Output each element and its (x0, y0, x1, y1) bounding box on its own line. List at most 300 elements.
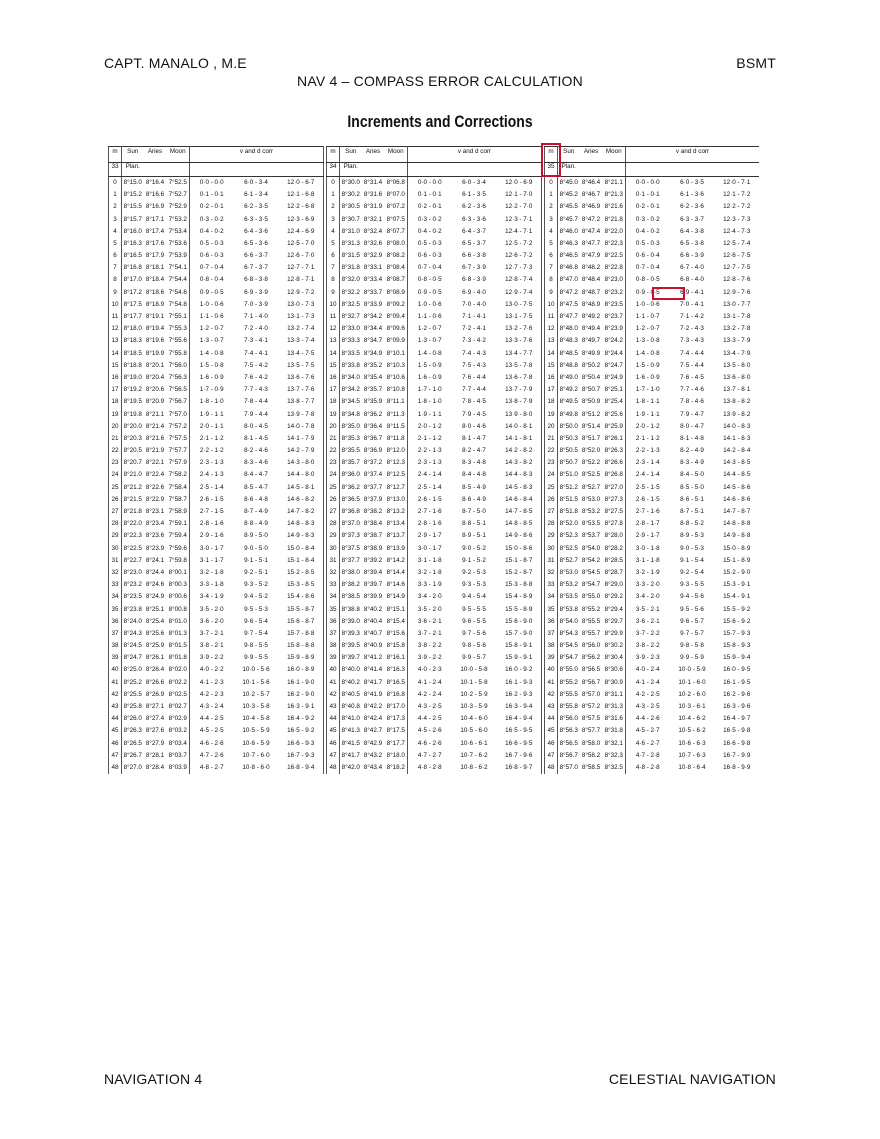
table-cell: 8°18.1 (145, 264, 165, 272)
table-cell: 7·6 - 4·4 (462, 373, 486, 381)
table-cell: 8°26.8 (604, 471, 623, 479)
col-header-blank (167, 163, 190, 177)
table-cell: 8°37.3 (341, 532, 360, 540)
table-cell: 10·1 - 5·8 (460, 678, 488, 686)
table-cell: 13 (327, 335, 340, 347)
table-cell: 16·3 - 9·4 (505, 703, 533, 710)
table-cell: 8°17.2 (123, 288, 142, 296)
table-cell: 8°00.1 (168, 568, 187, 576)
table-cell: 8°47.4 (581, 227, 601, 235)
table-cell: 40 (545, 665, 558, 677)
table-cell: 40 (327, 665, 340, 677)
table-cell: 13 (545, 335, 558, 347)
table-cell: 14·5 - 8·3 (505, 483, 533, 491)
table-cell: 8°50.3 (559, 434, 578, 442)
table-row (109, 457, 324, 469)
table-cell: 8·7 - 5·1 (680, 508, 704, 515)
table-cell: 8°21.3 (604, 191, 623, 199)
table-cell: 7·5 - 4·2 (244, 361, 268, 369)
table-cell: 0·8 - 0·4 (190, 275, 234, 287)
table-cell: 0·9 - 0·5 (626, 287, 670, 299)
table-cell: 13·4 - 7·5 (287, 349, 315, 357)
table-cell: 7°57.0 (168, 410, 187, 418)
table-cell: 8·3 - 4·6 (244, 459, 268, 467)
table-cell: 8·5 - 4·9 (462, 483, 486, 491)
table-cell: 6·5 - 3·8 (680, 239, 704, 247)
table-cell: 8°21.2 (123, 483, 142, 491)
table-cell: 8°20.4 (145, 373, 165, 381)
table-row (109, 482, 324, 494)
table-row (327, 335, 542, 347)
table-cell: 8°22.9 (145, 495, 165, 503)
table-cell: 3·6 - 2·1 (626, 616, 670, 628)
table-cell: 8°38.0 (341, 568, 360, 576)
table-cell: 6·2 - 3·6 (462, 203, 486, 211)
table-cell: 6·8 - 3·9 (462, 276, 486, 284)
table-cell: 10·7 - 6·0 (242, 751, 270, 759)
table-row (545, 713, 760, 725)
table-cell: 8·8 - 5·2 (680, 520, 704, 528)
table-cell: 8°42.4 (363, 715, 383, 723)
table-cell: 36 (109, 616, 122, 628)
table-cell: 8°57.2 (581, 703, 601, 710)
table-cell: 12·0 - 6·7 (287, 178, 315, 186)
table-cell: 3·8 - 2·1 (190, 640, 234, 652)
col-header-sun: Sun (558, 147, 580, 163)
table-cell: 2 (327, 201, 340, 213)
table-row (545, 725, 760, 737)
table-cell: 8°16.3 (123, 239, 142, 247)
table-cell: 8°53.8 (559, 605, 578, 613)
table-cell: 8°15.5 (123, 203, 142, 211)
table-row (109, 335, 324, 347)
table-cell: 8°27.8 (604, 520, 623, 528)
table-cell: 8°17.7 (386, 739, 405, 747)
table-cell: 15·1 - 8·4 (287, 556, 315, 564)
table-row (327, 518, 542, 530)
table-cell: 8°32.2 (341, 288, 360, 296)
col-header-sun: Sun (122, 147, 144, 163)
table-cell: 1·0 - 0·6 (190, 299, 234, 311)
table-cell: 10·3 - 5·9 (460, 703, 488, 710)
table-cell: 9·2 - 5·4 (680, 568, 704, 576)
table-cell: 14·7 - 8·5 (505, 508, 533, 515)
table-cell: 8°17.3 (386, 715, 405, 723)
table-cell: 16·0 - 9·5 (723, 666, 751, 674)
table-cell: 9·7 - 5·7 (680, 629, 704, 637)
table-cell: 8°48.9 (581, 300, 601, 308)
table-cell: 8°08.4 (386, 264, 405, 272)
table-cell: 7·2 - 4·0 (244, 325, 268, 333)
table-row (327, 750, 542, 762)
table-cell: 8°32.1 (604, 739, 623, 747)
table-cell: 8°25.4 (145, 617, 165, 625)
table-cell: 45 (109, 725, 122, 737)
table-cell: 4 (545, 226, 558, 238)
table-cell: 0·5 - 0·3 (626, 238, 670, 250)
table-cell: 7·0 - 3·9 (244, 300, 268, 308)
table-row (109, 421, 324, 433)
table-cell: 8°51.8 (559, 508, 578, 515)
table-cell: 8°17.5 (386, 727, 405, 735)
table-cell: 8°24.1 (145, 556, 165, 564)
table-cell: 14·5 - 8·6 (723, 483, 751, 491)
table-cell: 15·6 - 9·0 (505, 617, 533, 625)
table-cell: 1·7 - 0·9 (190, 384, 234, 396)
table-cell: 8°42.2 (363, 703, 383, 710)
table-cell: 15·8 - 9·3 (723, 642, 751, 650)
table-row (545, 604, 760, 616)
table-cell: 8°55.5 (581, 617, 601, 625)
table-cell: 8°12.7 (386, 483, 405, 491)
table-cell: 8°22.0 (123, 520, 142, 528)
table-cell: 8°20.9 (145, 398, 165, 406)
table-row (327, 238, 542, 250)
table-cell: 7·7 - 4·3 (244, 386, 268, 394)
table-cell: 27 (545, 506, 558, 518)
table-cell: 16·6 - 9·3 (287, 739, 315, 747)
table-cell: 9·6 - 5·5 (462, 617, 486, 625)
table-row (545, 762, 760, 774)
table-cell: 8°49.0 (559, 373, 578, 381)
table-cell: 8°23.5 (123, 593, 142, 601)
table-row (327, 189, 542, 201)
table-cell: 8°52.2 (581, 459, 601, 467)
table-cell: 8°22.0 (604, 227, 623, 235)
table-cell: 17 (545, 384, 558, 396)
table-cell: 24 (545, 470, 558, 482)
table-cell: 8°51.5 (559, 495, 578, 503)
table-cell: 8°28.1 (145, 751, 165, 759)
table-cell: 6·0 - 3·5 (680, 178, 704, 186)
table-cell: 15·2 - 8·7 (505, 568, 533, 576)
table-cell: 8°12.5 (386, 471, 405, 479)
table-cell: 7°57.2 (168, 422, 187, 430)
table-cell: 8°38.9 (363, 544, 383, 552)
table-cell: 8°33.9 (363, 300, 383, 308)
table-cell: 8°41.7 (341, 751, 360, 759)
table-cell: 8°32.6 (363, 239, 383, 247)
table-cell: 8°56.0 (581, 642, 601, 650)
table-cell: 1·4 - 0·8 (408, 348, 452, 360)
table-cell: 8°56.5 (559, 739, 578, 747)
table-cell: 45 (545, 725, 558, 737)
table-cell: 13·4 - 7·9 (723, 349, 751, 357)
table-cell: 10·2 - 5·9 (460, 690, 488, 698)
table-cell: 8°27.9 (145, 739, 165, 747)
table-cell: 8°15.7 (123, 215, 142, 223)
table-cell: 9·4 - 5·2 (244, 593, 268, 601)
table-cell: 9·0 - 5·2 (462, 544, 486, 552)
table-cell: 4 (109, 226, 122, 238)
table-cell: 8°49.5 (559, 398, 578, 406)
table-cell: 8°26.6 (145, 678, 165, 686)
table-cell: 8°41.4 (363, 666, 383, 674)
table-cell: 14·6 - 8·6 (723, 495, 751, 503)
table-cell: 7°53.9 (168, 252, 187, 260)
table-row (327, 652, 542, 664)
table-cell: 8°35.9 (363, 398, 383, 406)
table-cell: 32 (545, 567, 558, 579)
table-cell: 8°37.9 (363, 495, 383, 503)
table-cell: 6·0 - 3·4 (244, 178, 268, 186)
table-cell: 16·5 - 9·2 (287, 727, 315, 735)
table-cell: 8°13.0 (386, 495, 405, 503)
table-cell: 3·2 - 1·9 (626, 567, 670, 579)
table-cell: 8°26.1 (604, 434, 623, 442)
table-cell: 8°49.7 (581, 337, 601, 345)
table-cell: 8°30.2 (341, 191, 360, 199)
table-cell: 7 (327, 262, 340, 274)
table-row (327, 555, 542, 567)
table-cell: 8°32.1 (363, 215, 383, 223)
table-cell: 29 (545, 530, 558, 542)
table-cell: 8°38.7 (363, 532, 383, 540)
table-cell: 9·8 - 5·8 (680, 642, 704, 650)
table-cell: 2·9 - 1·7 (626, 530, 670, 542)
table-cell: 15·7 - 9·3 (723, 629, 751, 637)
table-row (109, 433, 324, 445)
table-cell: 8°47.0 (559, 276, 578, 284)
table-cell: 8°02.2 (168, 678, 187, 686)
table-cell: 8°42.0 (341, 763, 360, 771)
table-cell: 8°14.6 (386, 581, 405, 589)
table-cell: 0·1 - 0·1 (190, 189, 234, 201)
table-cell: 4·7 - 2·8 (626, 750, 670, 762)
table-cell: 8°48.0 (559, 325, 578, 333)
table-cell: 8°54.5 (559, 642, 578, 650)
table-cell: 1·5 - 0·9 (408, 360, 452, 372)
table-cell: 4·6 - 2·7 (626, 738, 670, 750)
table-cell: 8°56.0 (559, 715, 578, 723)
table-cell: 0·6 - 0·3 (190, 250, 234, 262)
table-cell: 8°37.2 (363, 459, 383, 467)
table-cell: 14·6 - 8·2 (287, 495, 315, 503)
table-cell: 8°50.4 (581, 373, 601, 381)
table-cell: 6 (545, 250, 558, 262)
table-cell: 9·6 - 5·7 (680, 617, 704, 625)
table-cell: 8°31.6 (363, 191, 383, 199)
table-cell: 33 (545, 579, 558, 591)
table-cell: 8°30.4 (604, 654, 623, 662)
table-cell: 3·4 - 2·0 (626, 591, 670, 603)
table-cell: 0·6 - 0·4 (626, 250, 670, 262)
table-cell: 7°52.5 (168, 178, 187, 186)
table-cell: 41 (109, 677, 122, 689)
table-cell: 20 (545, 421, 558, 433)
table-cell: 1 (545, 189, 558, 201)
table-cell: 12·0 - 7·1 (723, 178, 751, 186)
table-cell: 8°28.0 (604, 532, 623, 540)
table-cell: 4·4 - 2·5 (190, 713, 234, 725)
table-cell: 14·9 - 8·6 (505, 532, 533, 540)
table-cell: 8°55.0 (581, 593, 601, 601)
table-cell: 7·0 - 4·0 (462, 300, 486, 308)
table-cell: 13·9 - 7·8 (287, 410, 315, 418)
table-cell: 8°17.9 (145, 252, 165, 260)
table-row (327, 506, 542, 518)
table-cell: 8°30.9 (604, 678, 623, 686)
table-row (327, 701, 542, 713)
table-cell: 2·5 - 1·5 (626, 482, 670, 494)
table-cell: 14·3 - 8·2 (505, 459, 533, 467)
table-cell: 8°51.2 (581, 410, 601, 418)
table-cell: 8°52.5 (581, 471, 601, 479)
table-cell: 8°22.5 (123, 544, 142, 552)
table-cell: 6·6 - 3·7 (244, 252, 268, 260)
table-cell: 1·2 - 0·7 (190, 323, 234, 335)
table-cell: 8°35.0 (341, 422, 360, 430)
table-row (545, 360, 760, 372)
table-row (109, 530, 324, 542)
table-cell: 8°36.5 (341, 495, 360, 503)
col-header-blank (385, 163, 408, 177)
table-cell: 21 (327, 433, 340, 445)
table-cell: 6·3 - 3·5 (244, 215, 268, 223)
table-cell: 48 (545, 762, 558, 774)
table-cell: 8°41.9 (363, 690, 383, 698)
table-cell: 43 (327, 701, 340, 713)
table-row (109, 372, 324, 384)
table-cell: 8°10.1 (386, 349, 405, 357)
table-cell: 22 (109, 445, 122, 457)
table-cell: 6 (327, 250, 340, 262)
table-cell: 7·6 - 4·5 (680, 373, 704, 381)
table-cell: 9·3 - 5·3 (462, 581, 486, 589)
table-cell: 38 (545, 640, 558, 652)
table-cell: 19 (545, 409, 558, 421)
col-header-blank (144, 163, 167, 177)
table-row (109, 725, 324, 737)
table-cell: 8°45.7 (559, 215, 578, 223)
table-cell: 16·0 - 8·9 (287, 666, 315, 674)
table-cell: 8°10.8 (386, 386, 405, 394)
table-cell: 8°39.9 (363, 593, 383, 601)
table-cell: 8°25.9 (604, 422, 623, 430)
table-cell: 26 (327, 494, 340, 506)
table-cell: 16·4 - 9·2 (287, 715, 315, 723)
table-cell: 41 (327, 677, 340, 689)
table-cell: 39 (109, 652, 122, 664)
table-cell: 15·0 - 8·4 (287, 544, 315, 552)
table-row (109, 652, 324, 664)
table-cell: 6·9 - 4·0 (462, 288, 486, 296)
table-cell: 8°36.7 (363, 434, 383, 442)
table-cell: 4·1 - 2·3 (190, 677, 234, 689)
table-cell: 8·6 - 4·9 (462, 495, 486, 503)
table-cell: 14·9 - 8·3 (287, 532, 315, 540)
table-cell: 8°54.7 (559, 654, 578, 662)
table-cell: 12·3 - 7·3 (723, 215, 751, 223)
table-cell: 8°38.2 (363, 508, 383, 515)
table-cell: 3 (327, 214, 340, 226)
table-cell: 8°16.8 (123, 264, 142, 272)
table-cell: 4·0 - 2·4 (626, 665, 670, 677)
table-cell: 16 (327, 372, 340, 384)
table-cell: 8°36.2 (363, 410, 383, 418)
table-cell: 9·3 - 5·5 (680, 581, 704, 589)
table-cell: 3·9 - 2·2 (190, 652, 234, 664)
table-cell: 25 (545, 482, 558, 494)
table-cell: 14·3 - 8·0 (287, 459, 315, 467)
table-cell: 12·7 - 7·1 (287, 264, 315, 272)
table-cell: 6·7 - 4·0 (680, 264, 704, 272)
col-header-m: m (327, 147, 340, 163)
table-cell: 6·0 - 3·4 (462, 178, 486, 186)
table-cell: 8°01.3 (168, 629, 187, 637)
table-cell: 0 (109, 177, 122, 190)
table-cell: 7·2 - 4·3 (680, 325, 704, 333)
table-cell: 6·6 - 3·9 (680, 252, 704, 260)
table-cell: 8°45.0 (559, 178, 578, 186)
table-cell: 18 (545, 396, 558, 408)
table-cell: 7°54.6 (168, 288, 187, 296)
table-row (109, 628, 324, 640)
table-row (109, 445, 324, 457)
table-cell: 34 (109, 591, 122, 603)
table-cell: 7°56.5 (168, 386, 187, 394)
table-cell: 8°40.2 (363, 605, 383, 613)
table-cell: 8°31.1 (604, 690, 623, 698)
table-row (545, 640, 760, 652)
table-cell: 7°54.8 (168, 300, 187, 308)
table-cell: 8°17.5 (123, 300, 142, 308)
table-cell: 8°49.2 (581, 313, 601, 320)
table-cell: 31 (545, 555, 558, 567)
col-header-blank (580, 163, 603, 177)
table-cell: 1·6 - 0·9 (408, 372, 452, 384)
table-cell: 7°55.1 (168, 313, 187, 320)
table-cell: 8°34.0 (341, 373, 360, 381)
table-cell: 15 (109, 360, 122, 372)
table-cell: 8°30.5 (341, 203, 360, 211)
table-row (109, 470, 324, 482)
table-row (109, 384, 324, 396)
table-cell: 8°30.0 (341, 178, 360, 186)
table-cell: 3·1 - 1·8 (626, 555, 670, 567)
table-cell: 14·4 - 8·3 (505, 471, 533, 479)
table-cell: 5 (327, 238, 340, 250)
table-cell: 8·8 - 4·9 (244, 520, 268, 528)
table-cell: 8°35.7 (363, 386, 383, 394)
table-cell: 15·4 - 8·9 (505, 593, 533, 601)
table-cell: 15·3 - 9·1 (723, 581, 751, 589)
table-cell: 8°48.7 (581, 288, 601, 296)
table-cell: 8°18.6 (145, 288, 165, 296)
table-row (327, 226, 542, 238)
table-cell: 12·4 - 7·3 (723, 227, 751, 235)
table-cell: 8°24.3 (123, 629, 142, 637)
table-cell: 13·2 - 7·6 (505, 325, 533, 333)
table-cell: 8°49.9 (581, 349, 601, 357)
table-cell: 15 (545, 360, 558, 372)
table-cell: 1·1 - 0·7 (626, 311, 670, 323)
table-cell: 0·9 - 0·5 (190, 287, 234, 299)
table-cell: 1·8 - 1·0 (190, 396, 234, 408)
table-cell: 4·5 - 2·5 (190, 725, 234, 737)
table-cell: 8°48.2 (581, 264, 601, 272)
table-cell: 7·0 - 4·1 (680, 300, 704, 308)
table-cell: 0·4 - 0·2 (626, 226, 670, 238)
table-cell: 46 (545, 738, 558, 750)
table-cell: 7·5 - 4·3 (462, 361, 486, 369)
table-cell: 27 (327, 506, 340, 518)
table-cell: 8°57.5 (581, 715, 601, 723)
table-cell: 8°21.0 (123, 471, 142, 479)
table-row (109, 713, 324, 725)
table-cell: 8°55.5 (559, 690, 578, 698)
table-cell: 16·4 - 9·4 (505, 715, 533, 723)
